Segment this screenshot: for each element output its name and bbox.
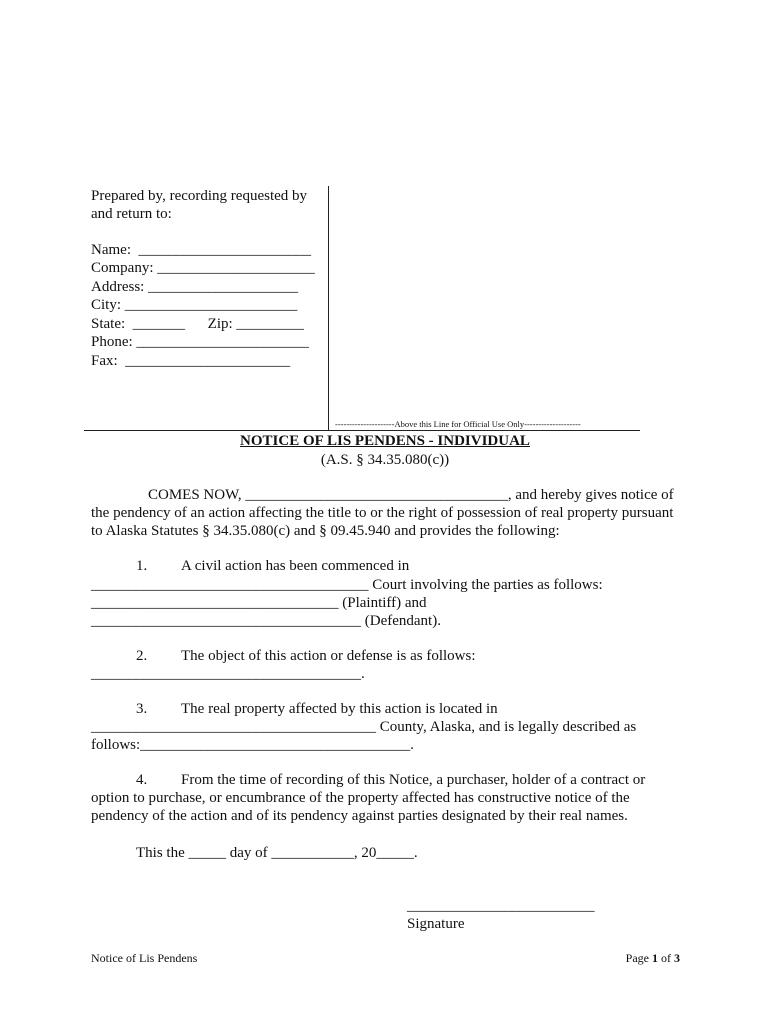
intro-line-2: the pendency of an action affecting the title to or the right of possession of real property pursuant (91, 505, 674, 521)
item-2-line-2: ____________________________________. (91, 666, 365, 682)
intro-line-1: COMES NOW, ___________________________________, and hereby gives notice of (148, 487, 674, 503)
document-title: NOTICE OF LIS PENDENS - INDIVIDUAL (240, 433, 530, 449)
official-use-note: ---------------------Above this Line for Official Use Only-------------------- (335, 419, 581, 429)
page-prefix: Page (625, 951, 652, 965)
prepared-by-label: Prepared by, recording requested by (91, 188, 308, 204)
signature-line: _________________________ (407, 898, 595, 914)
item-4-line-2: option to purchase, or encumbrance of the property affected has constructive notice of the (91, 790, 630, 806)
state-zip-field: State: _______ Zip: _________ (91, 316, 304, 332)
item-2-number: 2. (136, 648, 148, 664)
item-3-line-2: ______________________________________ County, Alaska, and is legally described as (91, 719, 637, 735)
item-4-number: 4. (136, 772, 148, 788)
return-to-label: and return to: (91, 206, 172, 222)
item-1-number: 1. (136, 558, 148, 574)
item-1-line-1: A civil action has been commenced in (181, 558, 410, 574)
page-of: of (658, 951, 674, 965)
company-field: Company: _____________________ (91, 260, 315, 276)
date-line: This the _____ day of ___________, 20_____. (136, 845, 418, 861)
fax-field: Fax: ______________________ (91, 353, 291, 369)
item-1-line-4: ____________________________________ (Defendant). (91, 613, 441, 629)
recording-divider-vertical (328, 186, 329, 430)
intro-line-3: to Alaska Statutes § 34.35.080(c) and § 09.45.940 and provides the following: (91, 523, 560, 539)
address-field: Address: ____________________ (91, 279, 299, 295)
item-3-line-1: The real property affected by this action is located in (181, 701, 498, 717)
item-3-number: 3. (136, 701, 148, 717)
item-4-line-3: pendency of the action and of its pendency against parties designated by their real names. (91, 808, 628, 824)
name-field: Name: _______________________ (91, 242, 311, 258)
recording-divider-horizontal (84, 430, 640, 431)
item-4-line-1: From the time of recording of this Notice, a purchaser, holder of a contract or (181, 772, 646, 788)
item-1-line-2: _____________________________________ Court involving the parties as follows: (91, 577, 603, 593)
item-1-line-3: _________________________________ (Plaintiff) and (91, 595, 427, 611)
page-current: 1 (652, 951, 658, 965)
item-2-line-1: The object of this action or defense is as follows: (181, 648, 476, 664)
page-total: 3 (674, 951, 680, 965)
phone-field: Phone: _______________________ (91, 334, 309, 350)
signature-label: Signature (407, 916, 465, 932)
city-field: City: _______________________ (91, 297, 298, 313)
document-subtitle: (A.S. § 34.35.080(c)) (320, 452, 450, 468)
item-3-line-3: follows:____________________________________. (91, 737, 414, 753)
footer-document-name: Notice of Lis Pendens (91, 951, 198, 965)
footer-page-number (626, 949, 680, 968)
